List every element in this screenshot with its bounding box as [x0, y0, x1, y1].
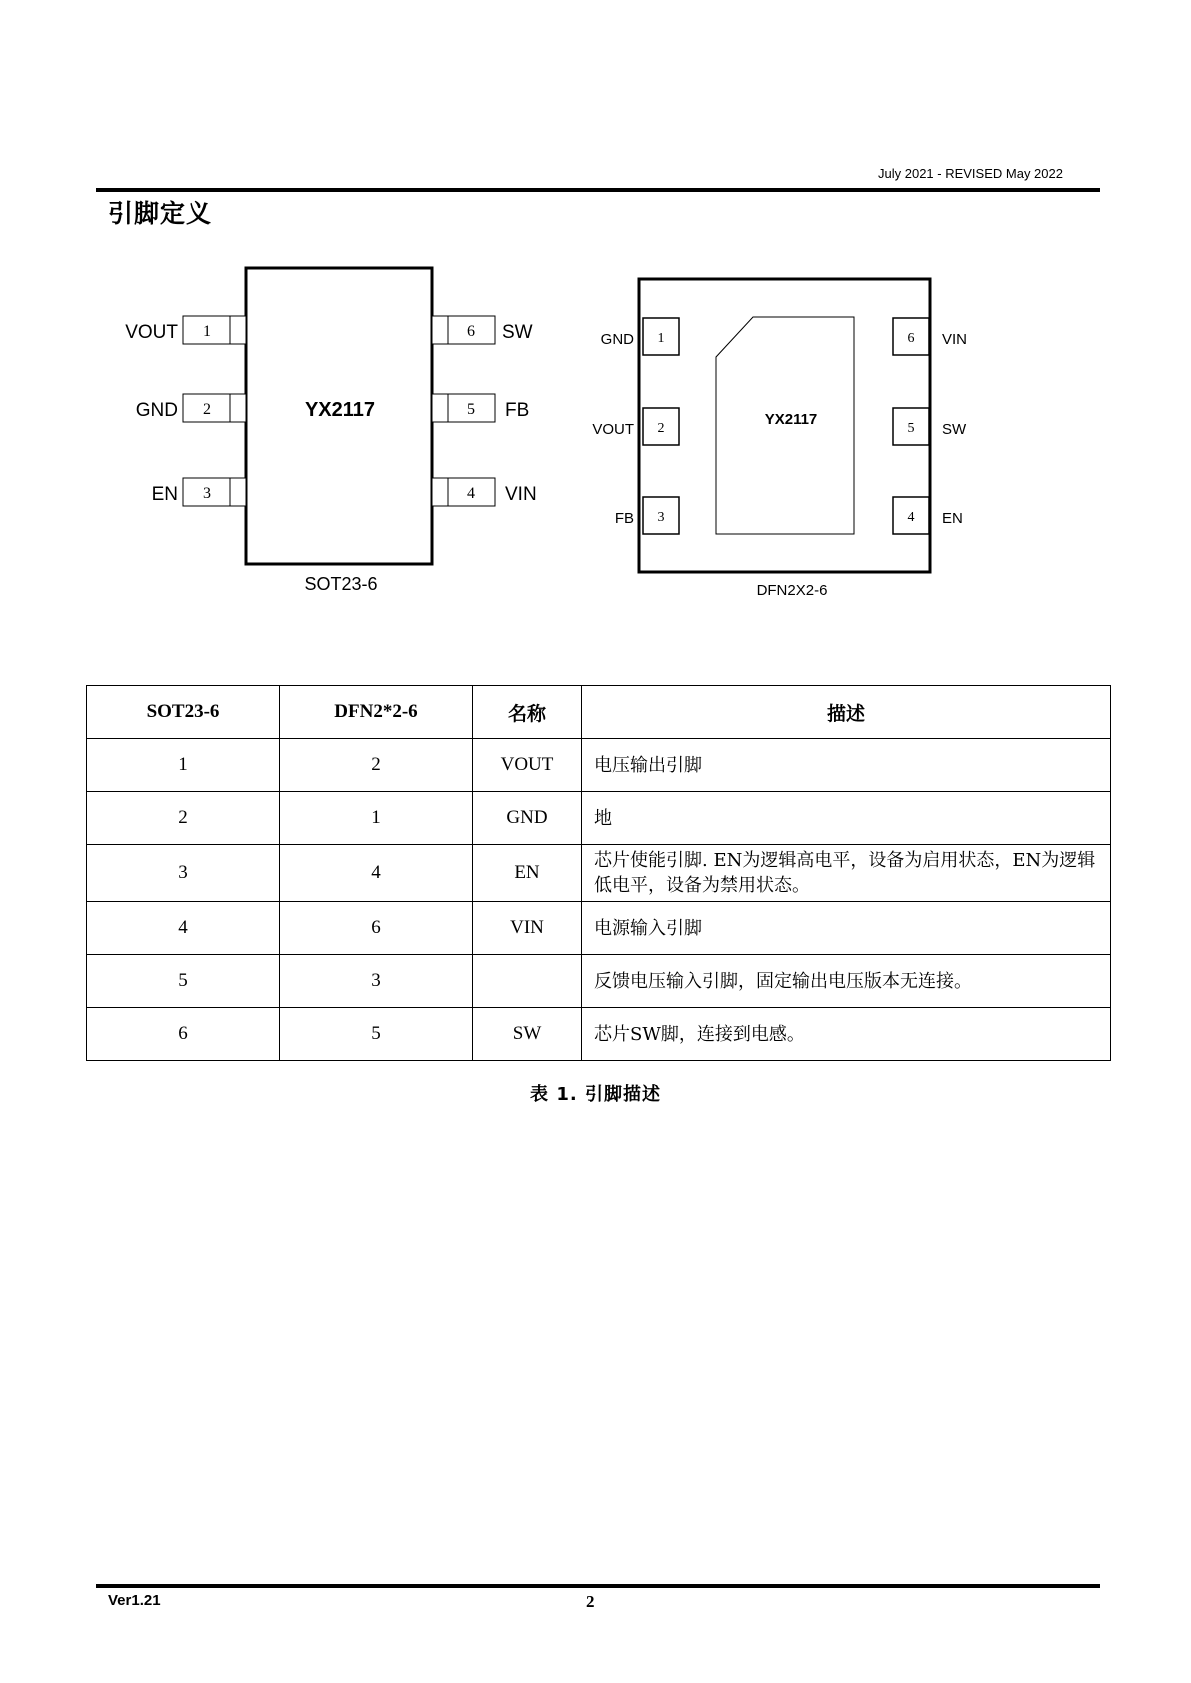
- column-header-name: 名称: [473, 686, 582, 739]
- pin-number: 3: [203, 485, 211, 502]
- cell-description: 芯片SW脚，连接到电感。: [582, 1008, 1111, 1061]
- cell-sot23: 2: [87, 792, 280, 845]
- cell-description: 反馈电压输入引脚，固定输出电压版本无连接。: [582, 955, 1111, 1008]
- cell-name: EN: [473, 845, 582, 902]
- pin-name: EN: [942, 510, 963, 527]
- cell-name: VOUT: [473, 739, 582, 792]
- cell-dfn: 3: [280, 955, 473, 1008]
- column-header-sot23: SOT23-6: [87, 686, 280, 739]
- pin-number: 2: [657, 421, 665, 436]
- pin-name: VOUT: [125, 322, 178, 343]
- pin-name: VIN: [505, 484, 537, 505]
- cell-dfn: 4: [280, 845, 473, 902]
- column-header-description: 描述: [582, 686, 1111, 739]
- sot23-pin-1: [125, 316, 246, 344]
- cell-name: SW: [473, 1008, 582, 1061]
- cell-sot23: 4: [87, 902, 280, 955]
- pin-name: EN: [151, 484, 178, 505]
- sot23-pin-2: [136, 394, 246, 422]
- pin-name: VIN: [942, 331, 968, 348]
- cell-dfn: 5: [280, 1008, 473, 1061]
- cell-description: 地: [582, 792, 1111, 845]
- pin-name: FB: [505, 400, 530, 421]
- pin-number: 5: [907, 421, 915, 436]
- cell-description: 芯片使能引脚. EN为逻辑高电平，设备为启用状态，EN为逻辑低电平，设备为禁用状态。: [582, 845, 1111, 902]
- sot23-diagram: [125, 268, 536, 594]
- cell-description: 电压输出引脚: [582, 739, 1111, 792]
- pin-name: VOUT: [592, 421, 634, 438]
- cell-dfn: 2: [280, 739, 473, 792]
- cell-sot23: 3: [87, 845, 280, 902]
- pin-number: 6: [467, 323, 475, 340]
- cell-description: 电源输入引脚: [582, 902, 1111, 955]
- cell-sot23: 5: [87, 955, 280, 1008]
- table-row: [87, 955, 1111, 1008]
- pin-number: 1: [203, 323, 211, 340]
- dfn-package-label: DFN2X2-6: [756, 582, 828, 599]
- dfn-pin-4: [893, 497, 963, 534]
- pin-number: 4: [467, 485, 475, 502]
- pin-number: 1: [657, 331, 665, 346]
- dfn-chip-label: YX2117: [764, 411, 818, 428]
- cell-sot23: 1: [87, 739, 280, 792]
- sot23-pin-6: [432, 316, 533, 344]
- pin-number: 3: [657, 510, 665, 525]
- pin-number: 4: [907, 510, 915, 525]
- dfn-pin-3: [615, 497, 679, 534]
- table-row: [87, 1008, 1111, 1061]
- table-row: [87, 902, 1111, 955]
- dfn-pin-2: [592, 408, 679, 445]
- sot23-pin-5: [432, 394, 529, 422]
- pin-number: 2: [203, 401, 211, 418]
- pin-name: SW: [942, 421, 967, 438]
- cell-name: VIN: [473, 902, 582, 955]
- cell-dfn: 1: [280, 792, 473, 845]
- dfn-diagram: [592, 279, 967, 599]
- table-row: [87, 845, 1111, 902]
- pin-description-table: [86, 685, 1111, 1061]
- header-date: July 2021 - REVISED May 2022: [878, 166, 1063, 181]
- table-caption: 表 1. 引脚描述: [530, 1084, 661, 1105]
- table-row: [87, 792, 1111, 845]
- sot23-chip-label: YX2117: [304, 399, 376, 421]
- sot23-pin-4: [432, 478, 537, 506]
- table-row: [87, 739, 1111, 792]
- cell-dfn: 6: [280, 902, 473, 955]
- footer-version: Ver1.21: [108, 1592, 161, 1609]
- footer-rule: [96, 1584, 1100, 1588]
- sot23-package-label: SOT23-6: [304, 574, 378, 594]
- pin-name: SW: [502, 322, 533, 343]
- header-rule: [96, 188, 1100, 192]
- pin-number: 5: [467, 401, 475, 418]
- sot23-pin-3: [152, 478, 246, 506]
- pin-name: GND: [135, 400, 178, 421]
- cell-name: [473, 955, 582, 1008]
- section-title: 引脚定义: [108, 199, 213, 228]
- pin-name: GND: [600, 331, 634, 348]
- page-number: 2: [586, 1592, 595, 1611]
- cell-name: GND: [473, 792, 582, 845]
- cell-sot23: 6: [87, 1008, 280, 1061]
- pin-number: 6: [907, 331, 915, 346]
- pin-name: FB: [614, 510, 634, 527]
- pin-diagrams: [0, 250, 1191, 610]
- table-header-row: [87, 686, 1111, 739]
- column-header-dfn: DFN2*2-6: [280, 686, 473, 739]
